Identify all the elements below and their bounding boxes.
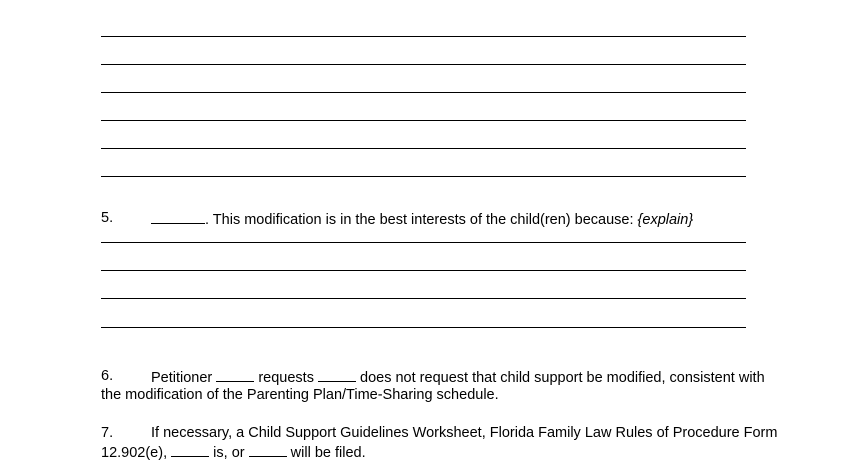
answer-line-6[interactable] (101, 176, 746, 177)
does-not-request-blank[interactable] (318, 367, 356, 382)
section-5-number: 5. (101, 210, 114, 226)
explain-line-1[interactable] (101, 242, 746, 243)
answer-line-3[interactable] (101, 92, 746, 93)
requests-blank[interactable] (216, 367, 254, 382)
section-5-statement (151, 209, 693, 229)
section-6-line-2: the modification of the Parenting Plan/Time-Sharing schedule. (101, 387, 499, 403)
will-be-filed-blank[interactable] (249, 442, 287, 457)
answer-line-4[interactable] (101, 120, 746, 121)
answer-line-1[interactable] (101, 36, 746, 37)
section-5-explain: {explain} (637, 212, 694, 228)
section-7-line-2 (101, 442, 366, 462)
form-number: 12.902(e), (101, 445, 168, 461)
section-6-number: 6. (101, 368, 114, 384)
does-not-request-label: does not request that child support be modified, consistent with (360, 370, 765, 386)
answer-line-5[interactable] (101, 148, 746, 149)
section-7-line-1: If necessary, a Child Support Guidelines Worksheet, Florida Family Law Rules of Procedure Form (151, 425, 778, 441)
is-or-label: is, or (213, 445, 245, 461)
petitioner-label: Petitioner (151, 370, 213, 386)
section-5-initial-blank[interactable] (151, 209, 205, 224)
section-5-text: . This modification is in the best interests of the child(ren) because: (205, 212, 638, 228)
explain-line-4[interactable] (101, 327, 746, 328)
is-blank[interactable] (171, 442, 209, 457)
section-7-number: 7. (101, 425, 114, 441)
answer-line-2[interactable] (101, 64, 746, 65)
will-be-filed-label: will be filed. (290, 445, 366, 461)
explain-line-2[interactable] (101, 270, 746, 271)
section-6-line-1 (151, 367, 765, 387)
explain-line-3[interactable] (101, 298, 746, 299)
requests-label: requests (258, 370, 314, 386)
